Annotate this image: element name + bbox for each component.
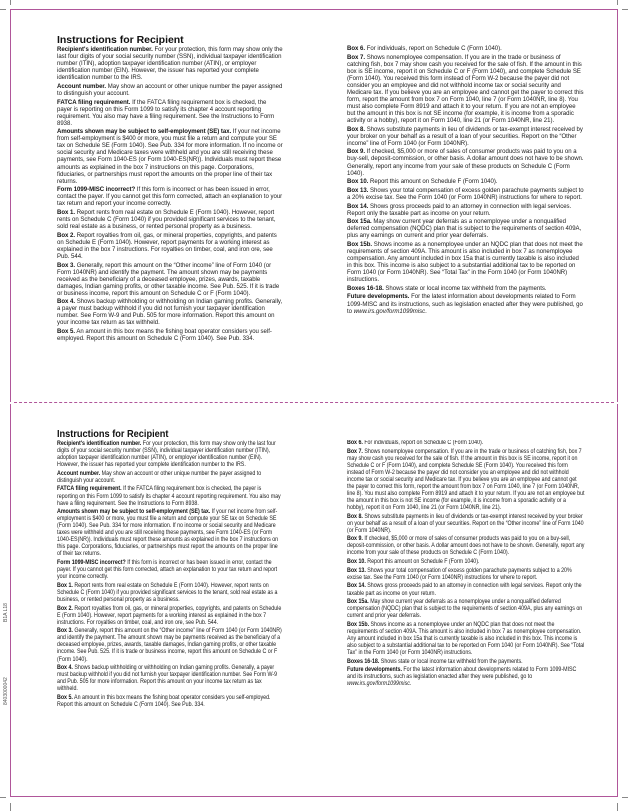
paragraph-body: Shows income as a nonemployee under an NQDC plan that does not meet the requirements of section 409A. This amount is also included in box 7 as nonemployee compensation. Any amount included in box 15a that is currently taxable is also included in this box. This income is also subject to a substantial additional tax to be reported on Form 1040 (or Form 1040NR). See “Total Tax” in the Form 1040 (or Form 1040NR) instructions. xyxy=(347,621,585,657)
paragraph-tail: . xyxy=(425,308,427,315)
paragraph-tail: . xyxy=(409,681,412,688)
paragraph-heading: Box 2. xyxy=(57,232,76,239)
instruction-paragraph xyxy=(347,46,584,53)
paragraph-heading: Box 13. xyxy=(347,567,366,574)
instruction-paragraph xyxy=(57,233,283,261)
paragraph-heading: Box 10. xyxy=(347,179,369,186)
paragraph-body: For your protection, this form may show only the last four digits of your social security number (SSN), individual taxpayer identification number (ITIN), adoption taxpayer identification number (ATIN), or employer identification number (EIN). However, the issuer has reported your complete identification number to the IRS. xyxy=(57,47,283,82)
paragraph-heading: Box 4. xyxy=(57,665,73,672)
cut-line xyxy=(14,402,614,403)
crop-mark xyxy=(10,0,11,5)
paragraph-body: Generally, report this amount on the “Other income” line of Form 1040 (or Form 1040NR) and identify the payment. The amount shown may be payments received as the beneficiary of a deceased employee, prizes, awards, taxable damages, Indian gaming profits, or other taxable income. See Pub. 525. If it is trade or business income, report this amount on Schedule C or F (Form 1040). xyxy=(57,262,280,297)
instruction-paragraph xyxy=(347,286,584,293)
paragraph-body: If the FATCA filing requirement box is checked, the payer is reporting on this Form 1099 to satisfy its chapter 4 account reporting requirement. You also may have a filing requirement. See the Instructions to Form 8938. xyxy=(57,486,281,507)
crop-mark xyxy=(10,803,11,811)
instruction-paragraph xyxy=(347,514,585,535)
instruction-paragraph xyxy=(347,149,584,177)
paragraph-heading: Box 8. xyxy=(347,126,366,133)
section-title: Instructions for Recipient xyxy=(57,428,169,440)
left-column-bottom xyxy=(57,428,283,711)
paragraph-heading: Box 15a. xyxy=(347,599,369,606)
instruction-paragraph xyxy=(347,55,584,125)
instruction-paragraph xyxy=(57,100,283,128)
paragraph-body: Shows state or local income tax withheld from the payments. xyxy=(383,285,547,292)
paragraph-heading: Box 1. xyxy=(57,582,73,589)
instruction-paragraph xyxy=(347,659,585,666)
paragraph-heading: Box 9. xyxy=(347,536,363,543)
paragraph-heading: Box 14. xyxy=(347,583,366,590)
instruction-paragraph xyxy=(347,242,584,284)
paragraph-heading: Future developments. xyxy=(347,667,402,674)
crop-mark xyxy=(0,797,6,798)
instruction-paragraph xyxy=(347,583,585,597)
crop-mark xyxy=(617,0,618,5)
paragraph-body: Shows substitute payments in lieu of dividends or tax-exempt interest received by your broker on your behalf as a result of a loan of your securities. Report on the “Other income” line of Form 1040 (or Form 1040NR). xyxy=(347,513,584,534)
paragraph-body: Shows backup withholding or withholding on Indian gaming profits. Generally, a payer must backup withhold if you did not furnish your taxpayer identification number. See Form W-9 and Pub. 505 for more information. Report this amount on your income tax return as tax withheld. xyxy=(57,665,278,693)
paragraph-body: If this form is incorrect or has been issued in error, contact the payer. If you cannot get this form corrected, attach an explanation to your tax return and report your income correctly. xyxy=(57,560,278,581)
instruction-paragraph xyxy=(347,568,585,582)
paragraph-body: Shows income as a nonemployee under an NQDC plan that does not meet the requirements of section 409A. This amount is also included in box 7 as nonemployee compensation. Any amount included in box 15a that is currently taxable is also included in this box. This income is also subject to a substantial additional tax to be reported on Form 1040 (or Form 1040NR). See “Total Tax” in the Form 1040 (or Form 1040NR) instructions. xyxy=(347,241,583,284)
instruction-paragraph xyxy=(57,210,283,231)
paragraph-heading: Box 13. xyxy=(347,187,369,194)
instruction-paragraph xyxy=(347,599,585,620)
instruction-paragraph xyxy=(347,294,584,315)
instruction-paragraph xyxy=(57,583,283,604)
paragraph-body: For individuals, report on Schedule C (Form 1040). xyxy=(365,46,502,52)
paragraph-body: May show current year deferrals as a nonemployee under a nonqualified deferred compensation (NQDC) plan that is subject to the requirements of section 409A, plus any earnings on current and prior year deferrals. xyxy=(347,599,583,620)
paragraph-heading: Box 6. xyxy=(347,440,363,446)
paragraph-heading: Boxes 16-18. xyxy=(347,285,384,292)
paragraph-heading: Box 14. xyxy=(347,203,369,210)
paragraph-body: Shows your total compensation of excess golden parachute payments subject to a 20% excise tax. See the Form 1040 (or Form 1040NR) instructions for where to report. xyxy=(347,567,572,581)
crop-mark xyxy=(622,9,628,10)
instruction-paragraph xyxy=(347,440,585,447)
instruction-paragraph xyxy=(57,329,283,343)
paragraph-body: For individuals, report on Schedule C (Form 1040). xyxy=(362,440,484,446)
section-title: Instructions for Recipient xyxy=(57,34,184,46)
instruction-paragraph xyxy=(57,628,283,663)
paragraph-body: If checked, $5,000 or more of sales of consumer products was paid to you on a buy-sell, deposit-commission, or other basis. A dollar amount does not have to be shown. Generally, report any income from your sale of these products on Schedule C (Form 1040). xyxy=(347,536,585,557)
instruction-paragraph xyxy=(57,441,283,469)
paragraph-heading: Box 3. xyxy=(57,628,73,635)
paragraph-body: May show current year deferrals as a nonemployee under a nonqualified deferred compensation (NQDC) plan that is subject to the requirements of section 409A, plus any earnings on current and prior year deferrals. xyxy=(347,219,582,240)
instruction-paragraph xyxy=(57,47,283,82)
paragraph-heading: Box 7. xyxy=(347,448,363,455)
paragraph-heading: Form 1099-MISC incorrect? xyxy=(57,187,136,194)
crop-mark xyxy=(622,797,628,798)
margin-code-2: 8403000042 xyxy=(3,677,9,705)
paragraph-heading: Box 1. xyxy=(57,210,76,216)
paragraph-body: Shows gross proceeds paid to an attorney in connection with legal services. Report only the taxable part as income on your return. xyxy=(347,583,582,597)
paragraph-body: Shows gross proceeds paid to an attorney in connection with legal services. Report only the taxable part as income on your return. xyxy=(347,203,572,217)
paragraph-body: An amount in this box means the fishing boat operator considers you self-employed. Report this amount on Schedule C (Form 1040). See Pub. 334. xyxy=(57,694,271,708)
paragraph-heading: FATCA filing requirement. xyxy=(57,99,131,106)
instruction-paragraph xyxy=(347,536,585,557)
paragraph-heading: Account number. xyxy=(57,83,107,90)
paragraph-heading: Recipient's identification number. xyxy=(57,441,142,447)
paragraph-heading: FATCA filing requirement. xyxy=(57,486,122,493)
instruction-paragraph xyxy=(347,127,584,148)
paragraph-heading: Box 15b. xyxy=(347,621,370,628)
paragraph-heading: Box 2. xyxy=(57,605,73,612)
paragraph-heading: Amounts shown may be subject to self-employment (SE) tax. xyxy=(57,129,232,136)
paragraph-heading: Future developments. xyxy=(347,294,410,301)
paragraph-body: May show an account or other unique number the payer assigned to distinguish your account. xyxy=(57,470,262,484)
paragraph-body: Shows nonemployee compensation. If you are in the trade or business of catching fish, box 7 may show cash you received for the sale of fish. If the amount in this box is SE income, report it on Schedule C or F (Form 1040), and complete Schedule SE (Form 1040). You received this form instead of Form W-2 because the payer did not consider you an employee and did not withhold income tax or social security and Medicare tax. If you believe you are an employee and cannot get the payer to correct this form, report the amount from box 7 on Form 1040, line 7 (or Form 1040NR, line 8). You must also complete Form 8919 and attach it to your return. If you are not an employee but the amount in this box is not SE income (for example, it is income from a sporadic activity or a hobby), report it on Form 1040, line 21 (or Form 1040NR, line 21). xyxy=(347,54,584,125)
irs-link[interactable]: www.irs.gov/form1099misc xyxy=(347,681,410,688)
paragraph-heading: Amounts shown may be subject to self-employment (SE) tax. xyxy=(57,509,211,516)
instruction-paragraph xyxy=(347,204,584,218)
instruction-paragraph xyxy=(347,667,585,688)
paragraph-heading: Box 4. xyxy=(57,299,76,306)
paragraph-body: Shows nonemployee compensation. If you are in the trade or business of catching fish, box 7 may show cash you received for the sale of fish. If the amount in this box is SE income, report it on Schedule C or F (Form 1040), and complete Schedule SE (Form 1040). You received this form instead of Form W-2 because the payer did not consider you an employee and did not withhold income tax or social security and Medicare tax. If you believe you are an employee and cannot get the payer to correct this form, report the amount from box 7 on Form 1040, line 7 (or Form 1040NR, line 8). You must also complete Form 8919 and attach it to your return. If you are not an employee but the amount in this box is not SE income (for example, it is income from a sporadic activity or a hobby), report it on Form 1040, line 21 (or Form 1040NR, line 21). xyxy=(347,448,585,512)
right-column-top xyxy=(347,46,584,317)
paragraph-heading: Boxes 16-18. xyxy=(347,658,380,665)
paragraph-body: May show an account or other unique number the payer assigned to distinguish your account. xyxy=(57,83,283,97)
instruction-paragraph xyxy=(57,263,283,298)
instruction-paragraph xyxy=(57,486,283,507)
paragraph-body: If this form is incorrect or has been issued in error, contact the payer. If you cannot get this form corrected, attach an explanation to your tax return and report your income correctly. xyxy=(57,187,283,208)
instruction-paragraph xyxy=(57,665,283,693)
paragraph-heading: Box 9. xyxy=(347,149,366,156)
paragraph-body: Shows substitute payments in lieu of dividends or tax-exempt interest received by your broker on your behalf as a result of a loan of your securities. Report on the “Other income” line of Form 1040 (or Form 1040NR). xyxy=(347,126,583,147)
paragraph-body: For your protection, this form may show only the last four digits of your social security number (SSN), individual taxpayer identification number (ITIN), adoption taxpayer identification number (ATIN), or employer identification number (EIN). However, the issuer has reported your complete identification number to the IRS. xyxy=(57,441,276,469)
paragraph-body: Report royalties from oil, gas, or mineral properties, copyrights, and patents on Schedule E (Form 1040). However, report payments for a working interest as explained in the box 7 instructions. For royalties on timber, coal, and iron ore, see Pub. 544. xyxy=(57,605,282,626)
paragraph-body: Generally, report this amount on the “Other income” line of Form 1040 (or Form 1040NR) and identify the payment. The amount shown may be payments received as the beneficiary of a deceased employee, prizes, awards, taxable damages, Indian gaming profits, or other taxable income. See Pub. 525. If it is trade or business income, report this amount on Schedule C or F (Form 1040). xyxy=(57,628,282,663)
paragraph-body: Report rents from real estate on Schedule E (Form 1040). However, report rents on Schedule C (Form 1040) if you provided significant services to the tenant, sold real estate as a business, or rented personal property as a business. xyxy=(57,210,276,231)
instruction-paragraph xyxy=(57,84,283,98)
paragraph-body: Shows your total compensation of excess golden parachute payments subject to a 20% excise tax. See the Form 1040 (or Form 1040NR) instructions for where to report. xyxy=(347,187,584,201)
paragraph-heading: Box 10. xyxy=(347,559,366,566)
instruction-paragraph xyxy=(57,299,283,327)
paragraph-body: Shows state or local income tax withheld from the payments. xyxy=(379,658,523,665)
paragraph-heading: Box 7. xyxy=(347,54,366,61)
crop-mark xyxy=(0,9,6,10)
paragraph-body: If your net income from self-employment is $400 or more, you must file a return and compute your SE tax on Schedule SE (Form 1040). See Pub. 334 for more information. If no income or social security and Medicare taxes were withheld and you are still receiving these payments, see Form 1040-ES (or Form 1040-ES(NR)). Individuals must report these amounts as explained in the box 7 instructions on this page. Corporations, fiduciaries, or partnerships must report the amounts on the proper line of their tax returns. xyxy=(57,509,279,558)
paragraph-body: If the FATCA filing requirement box is checked, the payer is reporting on this Form 1099 to satisfy its chapter 4 account reporting requirement. You also may have a filing requirement. See the Instructions to Form 8938. xyxy=(57,99,275,127)
crop-mark xyxy=(617,803,618,811)
paragraph-heading: Box 5. xyxy=(57,329,76,336)
paragraph-body: Report rents from real estate on Schedule E (Form 1040). However, report rents on Schedule C (Form 1040) if you provided significant services to the tenant, sold real estate as a business, or rented personal property as a business. xyxy=(57,582,278,603)
paragraph-heading: Box 6. xyxy=(347,46,366,52)
paragraph-body: An amount in this box means the fishing boat operator considers you self-employed. Report this amount on Schedule C (Form 1040). See Pub. 334. xyxy=(57,329,272,343)
instruction-paragraph xyxy=(57,187,283,208)
paragraph-heading: Box 3. xyxy=(57,262,76,269)
instruction-paragraph xyxy=(57,471,283,485)
paragraph-heading: Box 15b. xyxy=(347,241,373,248)
paragraph-body: If your net income from self-employment is $400 or more, you must file a return and compute your SE tax on Schedule SE (Form 1040). See Pub. 334 for more information. If no income or social security and Medicare taxes were withheld and you are still receiving these payments, see Form 1040-ES (or Form 1040-ES(NR)). Individuals must report these amounts as explained in the box 7 instructions on this page. Corporations, fiduciaries, or partnerships must report the amounts on the proper line of their tax returns. xyxy=(57,129,283,185)
instruction-paragraph xyxy=(57,509,283,558)
paragraph-body: For the latest information about developments related to Form 1099-MISC and its instructions, such as legislation enacted after they were published, go to xyxy=(347,667,577,681)
paragraph-body: Shows backup withholding or withholding on Indian gaming profits. Generally, a payer must backup withhold if you did not furnish your taxpayer identification number. See Form W-9 and Pub. 505 for more information. Report this amount on your income tax return as tax withheld. xyxy=(57,299,283,327)
instruction-paragraph xyxy=(57,129,283,185)
instruction-paragraph xyxy=(347,179,584,186)
paragraph-body: Report royalties from oil, gas, or mineral properties, copyrights, and patents on Schedule E (Form 1040). However, report payments for a working interest as explained in the box 7 instructions. For royalties on timber, coal, and iron ore, see Pub. 544. xyxy=(57,232,277,260)
paragraph-heading: Form 1099-MISC incorrect? xyxy=(57,560,126,567)
paragraph-heading: Account number. xyxy=(57,470,101,477)
paragraph-body: Report this amount on Schedule F (Form 1040). xyxy=(368,179,498,186)
irs-link[interactable]: www.irs.gov/form1099misc xyxy=(353,308,426,315)
paragraph-body: For the latest information about developments related to Form 1099-MISC and its instructions, such as legislation enacted after they were published, go to xyxy=(347,294,583,315)
instruction-paragraph xyxy=(57,695,283,709)
instruction-paragraph xyxy=(347,559,585,566)
instruction-paragraph xyxy=(347,188,584,202)
instruction-paragraph xyxy=(347,622,585,657)
instruction-paragraph xyxy=(57,606,283,627)
paragraph-body: If checked, $5,000 or more of sales of consumer products was paid to you on a buy-sell, deposit-commission, or other basis. A dollar amount does not have to be shown. Generally, report any income from your sale of these products on Schedule C (Form 1040). xyxy=(347,149,584,177)
left-column-top xyxy=(57,34,283,345)
right-column-bottom xyxy=(347,440,585,690)
paragraph-heading: Recipient's identification number. xyxy=(57,47,153,53)
paragraph-heading: Box 8. xyxy=(347,513,363,520)
paragraph-body: Report this amount on Schedule F (Form 1040). xyxy=(365,559,480,566)
margin-code-1: B1A L18 xyxy=(3,603,9,622)
instruction-paragraph xyxy=(347,449,585,512)
paragraph-heading: Box 5. xyxy=(57,694,73,701)
paragraph-heading: Box 15a. xyxy=(347,219,372,226)
instruction-paragraph xyxy=(57,560,283,581)
instruction-paragraph xyxy=(347,219,584,240)
